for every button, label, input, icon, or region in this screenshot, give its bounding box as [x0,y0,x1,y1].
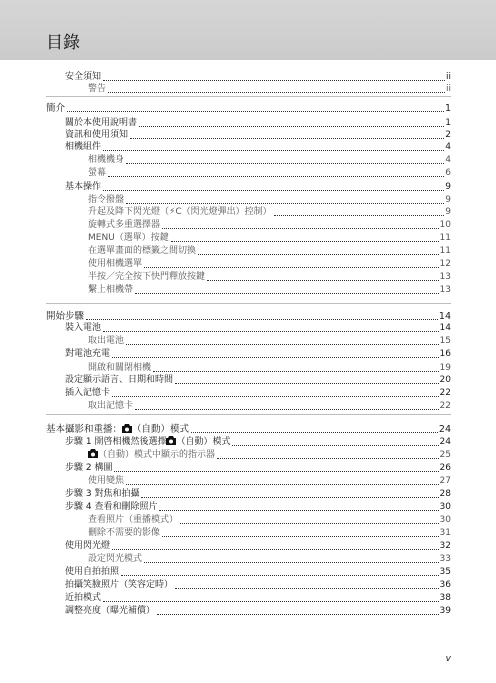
toc-entry[interactable] [88,400,451,412]
toc-entry[interactable] [88,514,451,526]
toc-entry[interactable] [65,71,451,83]
toc-entry-title [88,363,151,374]
toc-entry-page: 26 [439,463,451,473]
toc-entry[interactable] [88,553,451,565]
toc-entry-title [65,606,155,617]
toc-entry-page: 20 [439,375,451,385]
dot-leader [108,176,444,177]
dot-leader [180,523,439,524]
dot-leader [112,396,439,397]
toc-entry[interactable] [88,154,451,166]
dot-leader [175,588,439,589]
toc-entry-text: 繫上相機帶 [88,285,134,295]
toc-entry[interactable] [88,527,451,539]
toc-entry[interactable] [88,219,451,231]
toc-entry-title [88,401,133,412]
toc-entry-page: 9 [445,182,451,192]
toc-entry-title [65,388,110,399]
toc-entry-text-after: （自動）模式中顯示的指示器 [98,450,216,460]
toc-entry-page: 35 [439,567,451,577]
toc-entry-page: 10 [439,220,451,230]
toc-entry[interactable] [65,540,451,552]
toc-entry[interactable] [46,310,451,322]
toc-entry-text: MENU（選單）按鍵 [88,233,169,243]
toc-entry[interactable] [46,423,451,435]
toc-entry[interactable] [65,348,451,360]
toc-entry-page: 2 [445,130,451,140]
toc-entry-page: 14 [439,323,451,333]
toc-entry[interactable] [65,436,451,448]
dot-leader [274,215,445,216]
toc-entry-page: 11 [439,246,451,256]
toc-entry-title [88,336,124,347]
toc-entry[interactable] [65,387,451,399]
toc-entry-page: 13 [439,272,451,282]
dot-leader [103,80,445,81]
dot-leader [130,138,444,139]
dot-leader [232,445,438,446]
toc-entry-text: 警告 [88,84,107,94]
dot-leader [162,536,439,537]
section-divider [46,303,451,304]
toc-entry-text: 步驟 1 開啓相機然後選擇 [65,437,167,447]
dot-leader [103,190,444,191]
toc-entry-page: 24 [438,424,451,435]
toc-entry[interactable] [65,462,451,474]
toc-entry-title [88,155,124,166]
toc-entry-title [65,463,112,474]
toc-entry-text: 安全須知 [65,72,102,82]
toc-entry-page: 39 [439,606,451,616]
toc-entry-text: 取出電池 [88,336,125,346]
toc-entry-title [65,375,173,386]
toc-entry-title [88,207,272,218]
toc-entry-text: 相機機身 [88,155,125,165]
toc-entry-title [88,233,169,244]
toc-entry-title [65,182,101,193]
toc-entry-page: 19 [439,363,451,373]
toc-entry[interactable] [65,129,451,141]
toc-entry[interactable] [88,194,451,206]
toc-entry[interactable] [65,501,451,513]
toc-entry-page: 15 [439,336,451,346]
toc-entry-title [88,515,178,526]
toc-entry[interactable] [65,322,451,334]
toc-entry-page: 1 [444,103,451,114]
dot-leader [135,293,439,294]
dot-leader [153,371,439,372]
toc-entry[interactable] [88,335,451,347]
toc-entry-text: 使用變焦 [88,476,125,486]
toc-entry[interactable] [88,362,451,374]
toc-entry-text: 裝入電池 [65,323,102,333]
toc-entry-text: 在選單畫面的標籤之間切換 [88,246,197,256]
toc-entry-page: 33 [439,554,451,564]
toc-entry-text: 升起及降下閃光燈（⚡C（閃光燈彈出）控制） [88,207,272,217]
toc-entry-page: 22 [439,388,451,398]
toc-entry-text: 旋轉式多重選擇器 [88,220,161,230]
dot-leader [141,497,438,498]
toc-entry-text: 插入記憶卡 [65,388,111,398]
toc-entry-page: 36 [439,580,451,590]
dot-leader [121,575,439,576]
dot-leader [159,510,438,511]
toc-entry-title [65,130,128,141]
toc-entry-page: 9 [445,207,451,217]
toc-entry-title [65,580,173,591]
toc-entry-title [46,424,189,435]
toc-entry-title [88,528,160,539]
page-number: v [445,654,451,664]
dot-leader [112,549,439,550]
toc-entry-text: 使用自拍拍照 [65,567,120,577]
dot-leader [207,280,439,281]
toc-entry-text: 基本操作 [65,182,102,192]
toc-entry[interactable] [88,271,451,283]
dot-leader [191,432,438,433]
toc-entry-title [88,246,196,257]
toc-entry-text: 螢幕 [88,168,107,178]
dot-leader [108,92,445,93]
toc-entry-text: 使用閃光燈 [65,541,111,551]
toc-entry-title [65,567,119,578]
dot-leader [198,254,439,255]
toc-entry-text: 開啟和關閉相機 [88,363,152,373]
toc-entry-title [88,195,124,206]
toc-entry-page: 11 [439,233,451,243]
toc-entry-text: 設定顯示語言、日期和時間 [65,375,174,385]
dot-leader [126,203,444,204]
toc-entry-page: 6 [445,168,451,178]
toc-entry-page: 13 [439,285,451,295]
page-title: 目錄 [46,33,80,53]
toc-entry-text: 設定閃光模式 [88,554,143,564]
dot-leader [217,458,439,459]
dot-leader [144,267,439,268]
toc-entry-title [46,311,84,322]
toc-entry-title [65,323,101,334]
dot-leader [126,344,439,345]
toc-entry-text: 步驟 4 查看和刪除照片 [65,502,158,512]
toc-entry-text: 刪除不需要的影像 [88,528,161,538]
toc-entry[interactable] [65,605,451,617]
header-band [0,0,496,60]
dot-leader [135,409,439,410]
toc-entry-page: 4 [445,142,451,152]
toc-entry-page: 30 [439,515,451,525]
dot-leader [103,601,439,602]
toc-entry-title [88,84,106,95]
toc-entry-text: 開始步驟 [46,311,85,322]
toc-entry-title [65,72,101,83]
toc-entry-page: 30 [439,502,451,512]
dot-leader [112,357,439,358]
toc-entry[interactable] [88,475,451,487]
toc-entry-text: 使用相機選單 [88,259,143,269]
toc-entry-title [88,259,142,270]
toc-entry-title [65,118,137,129]
toc-entry[interactable] [88,167,451,179]
dot-leader [157,614,439,615]
section-divider [46,414,451,415]
toc-entry-text: 查看照片（重播模式） [88,515,179,525]
toc-entry-page: 25 [439,450,451,460]
toc-entry-text: 指令撥盤 [88,195,125,205]
toc-entry-text: 取出記憶卡 [88,401,134,411]
toc-entry[interactable] [65,592,451,604]
toc-entry-page: ii [445,84,451,94]
section-divider [46,96,451,97]
dot-leader [126,163,444,164]
toc-entry-title [88,449,215,461]
toc-entry-page: 12 [439,259,451,269]
toc-entry[interactable] [46,102,451,114]
dot-leader [114,471,438,472]
toc-entry[interactable] [65,374,451,386]
toc-entry-text: 簡介 [46,103,66,114]
toc-entry-page: 24 [439,437,451,447]
toc-entry-text: 資訊和使用須知 [65,130,129,140]
toc-entry-text: 基本攝影和重播： [46,424,123,435]
toc-entry-page: 28 [439,489,451,499]
toc-entry-page: 22 [439,401,451,411]
toc-entry[interactable] [65,488,451,500]
toc-entry-title [65,489,139,500]
dot-leader [139,126,444,127]
toc-entry-page: 38 [439,593,451,603]
toc-entry-text: 步驟 3 對焦和拍攝 [65,489,140,499]
dot-leader [162,228,439,229]
toc-entry-title [88,272,205,283]
toc-entry[interactable] [65,579,451,591]
toc-entry-text: 近拍模式 [65,593,102,603]
toc-entry-title [88,554,142,565]
toc-entry-text-after: （自動）模式 [176,437,231,447]
toc-entry-page: 9 [445,195,451,205]
toc-entry-page: ii [445,72,451,82]
toc-entry-page: 16 [439,349,451,359]
toc-entry-page: 32 [439,541,451,551]
dot-leader [144,562,439,563]
toc-entry[interactable] [65,117,451,129]
toc-entry-title [65,502,157,513]
toc-entry[interactable] [65,181,451,193]
toc-entry[interactable] [88,258,451,270]
toc-entry[interactable] [88,449,451,461]
toc-entry-text: 對電池充電 [65,349,111,359]
toc-entry[interactable] [65,566,451,578]
toc-entry[interactable] [88,245,451,257]
dot-leader [86,319,438,320]
camera-icon [166,436,176,445]
toc-entry[interactable] [65,141,451,153]
camera-icon [122,424,132,433]
toc-entry-page: 14 [438,311,451,322]
dot-leader [126,484,439,485]
toc-entry-text: 步驟 2 構圖 [65,463,113,473]
toc-entry[interactable] [88,83,451,95]
toc-entry-title [65,541,110,552]
toc-entry-text: 調整亮度（曝光補償） [65,606,156,616]
camera-icon [88,449,98,458]
toc-entry-title [88,476,124,487]
dot-leader [67,111,444,112]
toc-entry-text: 半按／完全按下快門釋放按鍵 [88,272,206,282]
toc-entry-text-after: （自動）模式 [132,424,190,435]
toc-entry-title [65,142,101,153]
toc-entry[interactable] [88,284,451,296]
toc-entry-title [88,285,133,296]
toc-entry-title [65,436,230,448]
dot-leader [103,150,444,151]
toc-entry-title [88,220,160,231]
dot-leader [103,331,439,332]
toc-entry-page: 31 [439,528,451,538]
toc-entry-text: 關於本使用說明書 [65,118,138,128]
toc-entry-title [46,103,65,114]
dot-leader [175,383,439,384]
toc-entry-text: 相機組件 [65,142,102,152]
toc-entry-page: 1 [445,118,451,128]
toc-entry-title [88,168,106,179]
toc-entry-title [65,593,101,604]
toc-entry[interactable] [88,206,451,218]
toc-entry[interactable] [88,232,451,244]
toc-entry-page: 27 [439,476,451,486]
toc-entry-text: 拍攝笑臉照片（笑容定時） [65,580,174,590]
toc-entry-title [65,349,110,360]
dot-leader [171,241,439,242]
toc-entry-page: 4 [445,155,451,165]
